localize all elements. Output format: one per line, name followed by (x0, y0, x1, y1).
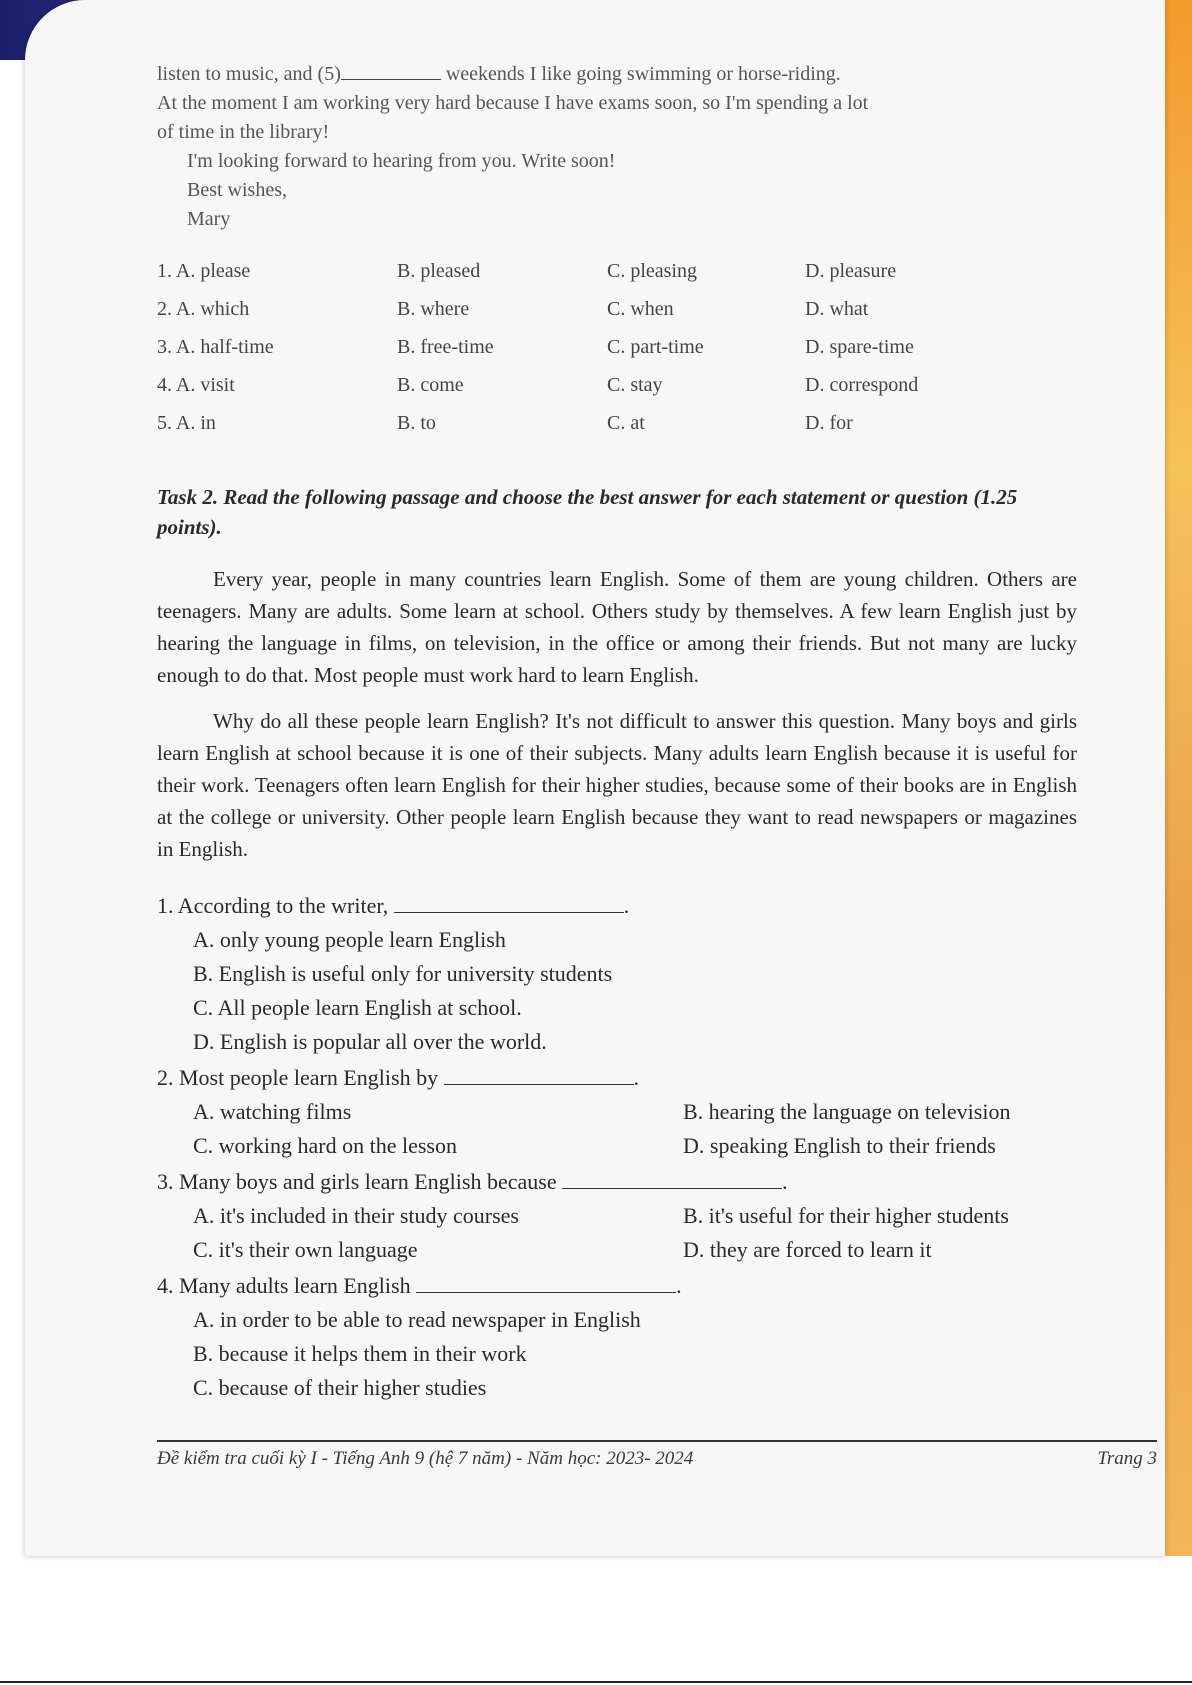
option-row-3 (157, 328, 1077, 366)
question-3 (157, 1165, 1077, 1267)
answer-option[interactable]: B. it's useful for their higher students (683, 1203, 1009, 1228)
letter-line-1 (157, 60, 1077, 89)
option[interactable]: C. when (607, 298, 674, 320)
answer-blank (562, 1172, 782, 1189)
answer-option[interactable]: A. in order to be able to read newspaper in English (193, 1307, 641, 1332)
option[interactable]: D. for (805, 412, 853, 434)
page-footer (157, 1440, 1157, 1470)
option[interactable]: D. what (805, 298, 869, 320)
answer-option[interactable]: A. watching films (193, 1099, 352, 1124)
question-2 (157, 1061, 1077, 1163)
question-stem: 1. According to the writer, . (157, 893, 630, 918)
passage-paragraph-2: Why do all these people learn English? It's not difficult to answer this question. Many boys and girls learn English at school because it is one of their subjects. Many adults learn English because it is useful for their work. Teenagers often learn English for their higher studies, because some of their books are in English at the college or university. Other people learn English because they want to read newspapers or magazines in English. (157, 709, 1077, 861)
option[interactable]: B. to (397, 412, 436, 434)
answer-row (157, 1233, 1077, 1267)
option-row-5 (157, 404, 1077, 442)
bottom-rule (0, 1681, 1192, 1683)
blank-5 (341, 65, 441, 80)
option[interactable]: C. pleasing (607, 260, 697, 282)
page-content (157, 60, 1077, 1405)
answer-blank (444, 1068, 634, 1085)
answer-option[interactable]: B. because it helps them in their work (193, 1341, 527, 1366)
answer-option[interactable]: C. because of their higher studies (193, 1375, 487, 1400)
letter-signature: Mary (187, 208, 231, 230)
question-stem: 2. Most people learn English by . (157, 1065, 640, 1090)
answer-row (157, 1199, 1077, 1233)
option[interactable]: 2. A. which (157, 298, 250, 320)
option-row-1 (157, 252, 1077, 290)
answer-option[interactable]: D. English is popular all over the world. (193, 1029, 547, 1054)
footer-title: Đề kiểm tra cuối kỳ I - Tiếng Anh 9 (hệ 7 năm) - Năm học: 2023- 2024 (157, 1448, 694, 1469)
answer-option[interactable]: B. English is useful only for university students (193, 961, 613, 986)
option[interactable]: 5. A. in (157, 412, 216, 434)
answer-option[interactable]: B. hearing the language on television (683, 1099, 1011, 1124)
question-4 (157, 1269, 1077, 1405)
passage-paragraph-1: Every year, people in many countries learn English. Some of them are young children. Others are teenagers. Many are adults. Some learn at school. Others study by themselves. A few learn English just by hearing the language in films, on television, in the office or among their friends. But not many are lucky enough to do that. Most people must work hard to learn English. (157, 567, 1077, 687)
answer-option[interactable]: D. speaking English to their friends (683, 1133, 996, 1158)
letter-line-1-start: listen to music, and (5) (157, 63, 341, 85)
option[interactable]: B. come (397, 374, 464, 396)
question-stem: 4. Many adults learn English . (157, 1273, 682, 1298)
question-stem-text: 1. According to the writer, (157, 893, 389, 918)
option[interactable]: D. pleasure (805, 260, 897, 282)
answer-blank (416, 1276, 676, 1293)
option[interactable]: B. where (397, 298, 470, 320)
letter-line-2: At the moment I am working very hard because I have exams soon, so I'm spending a lot (157, 92, 869, 114)
background-bottom (0, 1556, 1192, 1685)
option-row-4 (157, 366, 1077, 404)
option[interactable]: 1. A. please (157, 260, 251, 282)
answer-option[interactable]: D. they are forced to learn it (683, 1237, 932, 1262)
answer-option[interactable]: C. All people learn English at school. (193, 995, 522, 1020)
option[interactable]: D. correspond (805, 374, 919, 396)
question-1 (157, 889, 1077, 1059)
answer-option[interactable]: C. it's their own language (193, 1237, 418, 1262)
option[interactable]: C. stay (607, 374, 663, 396)
answer-row (157, 1129, 1077, 1163)
letter-line-1-end: weekends I like going swimming or horse-riding. (440, 63, 841, 85)
answer-option[interactable]: C. working hard on the lesson (193, 1133, 457, 1158)
letter-closing-2: Best wishes, (187, 179, 287, 201)
question-stem: 3. Many boys and girls learn English because . (157, 1169, 788, 1194)
question-stem-text: 4. Many adults learn English (157, 1273, 411, 1298)
answer-option[interactable]: A. only young people learn English (193, 927, 506, 952)
task2-heading: Task 2. Read the following passage and choose the best answer for each statement or question (1.25 points). (157, 485, 1018, 539)
option[interactable]: 3. A. half-time (157, 336, 274, 358)
option[interactable]: D. spare-time (805, 336, 914, 358)
letter-closing-1: I'm looking forward to hearing from you. Write soon! (187, 150, 616, 172)
task1-options (157, 252, 1077, 442)
question-stem-text: 2. Most people learn English by (157, 1065, 439, 1090)
question-stem-text: 3. Many boys and girls learn English because (157, 1169, 557, 1194)
footer-page-number: Trang 3 (1097, 1448, 1157, 1469)
option[interactable]: C. part-time (607, 336, 704, 358)
answer-option[interactable]: A. it's included in their study courses (193, 1203, 519, 1228)
letter-line-3: of time in the library! (157, 121, 330, 143)
answer-row (157, 1095, 1077, 1129)
option[interactable]: B. pleased (397, 260, 481, 282)
option[interactable]: C. at (607, 412, 645, 434)
answer-blank (394, 896, 624, 913)
option[interactable]: 4. A. visit (157, 374, 235, 396)
option-row-2 (157, 290, 1077, 328)
option[interactable]: B. free-time (397, 336, 494, 358)
